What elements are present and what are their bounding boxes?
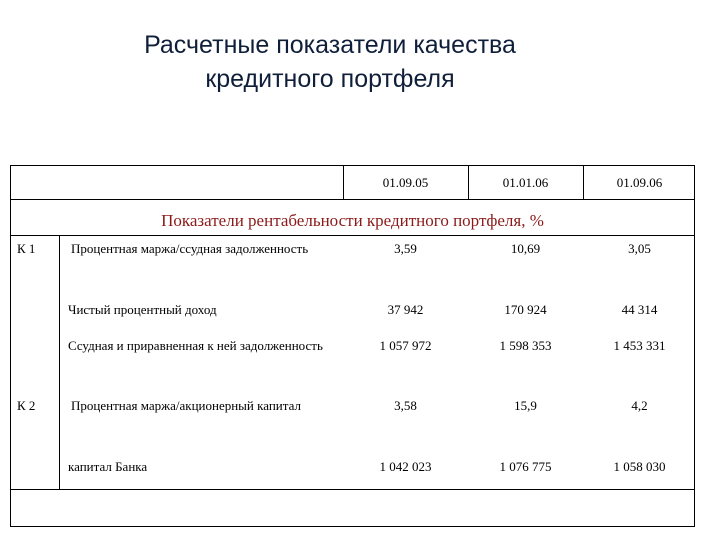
credit-portfolio-table — [10, 165, 695, 527]
header-rule — [11, 199, 694, 200]
row-value: 3,05 — [628, 241, 651, 256]
row-label: Процентная маржа/акционерный капитал — [71, 398, 301, 413]
row-value: 44 314 — [621, 302, 658, 317]
row-value: 1 076 775 — [499, 459, 552, 474]
date-header: 01.09.06 — [616, 175, 663, 190]
row-label: капитал Банка — [68, 459, 148, 474]
row-value: 170 924 — [504, 302, 547, 317]
row-label: Процентная маржа/ссудная задолженность — [71, 241, 309, 256]
row-value: 15,9 — [514, 398, 537, 413]
title-line-1: Расчетные показатели качества — [144, 31, 516, 59]
row-value: 37 942 — [387, 302, 424, 317]
section-title: Показатели рентабельности кредитного портфеля, % — [161, 211, 544, 230]
row-label: Ссудная и приравненная к ней задолженность — [68, 338, 323, 353]
date-header: 01.09.05 — [382, 175, 429, 190]
code-column-divider — [59, 235, 60, 489]
page-title — [0, 28, 660, 96]
date-header: 01.01.06 — [502, 175, 549, 190]
row-code: К 2 — [17, 398, 36, 413]
row-label: Чистый процентный доход — [68, 302, 217, 317]
row-value: 10,69 — [510, 241, 541, 256]
row-value: 3,59 — [394, 241, 417, 256]
bottom-rule — [11, 489, 694, 490]
section-rule — [11, 235, 694, 236]
row-code: К 1 — [17, 241, 36, 256]
row-value: 1 453 331 — [613, 338, 666, 353]
row-value: 4,2 — [631, 398, 648, 413]
row-value: 1 058 030 — [613, 459, 666, 474]
row-value: 1 598 353 — [499, 338, 552, 353]
row-value: 3,58 — [394, 398, 417, 413]
title-line-2: кредитного портфеля — [205, 65, 455, 93]
row-value: 1 057 972 — [379, 338, 432, 353]
row-value: 1 042 023 — [379, 459, 432, 474]
